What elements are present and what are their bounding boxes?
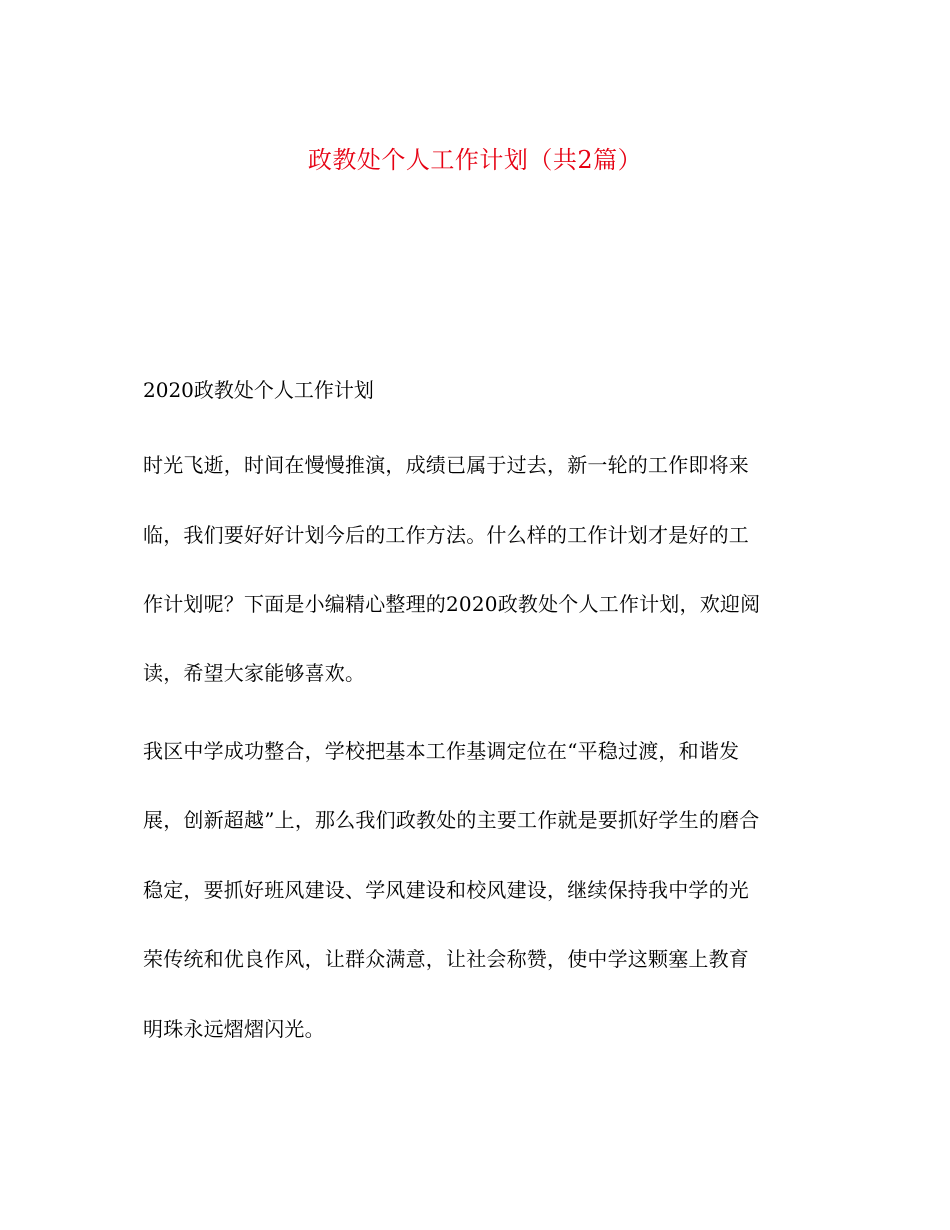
paragraph-1-line-2: 临，我们要好好计划今后的工作方法。什么样的工作计划才是好的工 xyxy=(143,523,749,547)
paragraph-1-line-1: 时光飞逝，时间在慢慢推演，成绩已属于过去，新一轮的工作即将来 xyxy=(143,453,749,477)
paragraph-2-line-5: 明珠永远熠熠闪光。 xyxy=(143,1017,325,1041)
paragraph-2-line-1: 我区中学成功整合，学校把基本工作基调定位在“平稳过渡，和谐发 xyxy=(143,739,740,763)
section-heading: 2020政教处个人工作计划 xyxy=(143,378,374,402)
paragraph-1-line-3: 作计划呢？下面是小编精心整理的2020政教处个人工作计划，欢迎阅 xyxy=(143,592,761,616)
paragraph-1-line-4: 读，希望大家能够喜欢。 xyxy=(143,661,366,685)
document-title: 政教处个人工作计划（共2篇） xyxy=(307,146,643,174)
paragraph-2-line-3: 稳定，要抓好班风建设、学风建设和校风建设，继续保持我中学的光 xyxy=(143,878,749,902)
paragraph-2-line-2: 展，创新超越”上，那么我们政教处的主要工作就是要抓好学生的磨合 xyxy=(143,808,760,832)
paragraph-2-line-4: 荣传统和优良作风，让群众满意，让社会称赞，使中学这颗塞上教育 xyxy=(143,947,749,971)
